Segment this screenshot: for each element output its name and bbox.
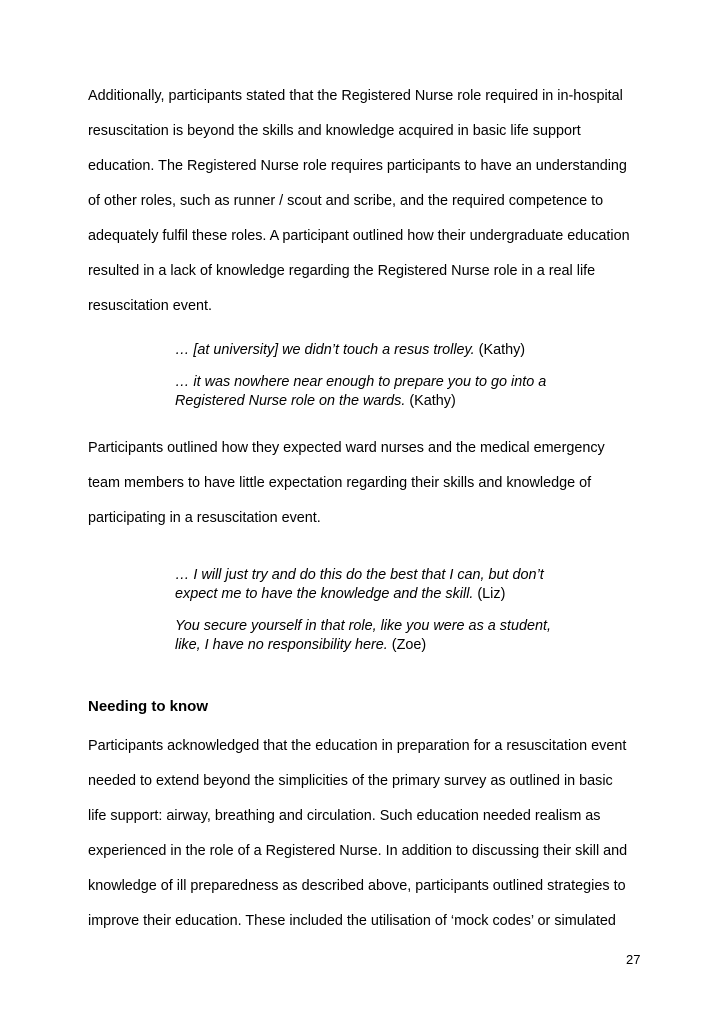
quote-text: like, I have no responsibility here.: [175, 637, 388, 653]
section-heading: Needing to know: [88, 698, 208, 715]
quote-text: Registered Nurse role on the wards.: [175, 393, 406, 409]
quote-text: expect me to have the knowledge and the skill.: [175, 586, 474, 602]
paragraph-line: knowledge of ill preparedness as described above, participants outlined strategies to: [88, 878, 626, 894]
paragraph-line: of other roles, such as runner / scout and scribe, and the required competence to: [88, 193, 604, 209]
paragraph-line: education. The Registered Nurse role requires participants to have an understanding: [88, 158, 627, 174]
quote-text: … it was nowhere near enough to prepare you to go into a: [175, 374, 547, 390]
block-quote: [175, 617, 655, 655]
paragraph-line: Additionally, participants stated that the Registered Nurse role required in in-hospital: [88, 88, 623, 104]
paragraph-line: resuscitation event.: [88, 298, 212, 314]
paragraph-line: participating in a resuscitation event.: [88, 510, 321, 526]
block-quote: [175, 566, 655, 604]
paragraph-line: Participants acknowledged that the education in preparation for a resuscitation event: [88, 738, 627, 754]
paragraph-line: resuscitation is beyond the skills and knowledge acquired in basic life support: [88, 123, 581, 139]
quote-speaker: (Liz): [477, 586, 506, 602]
quote-speaker: (Zoe): [391, 637, 427, 653]
quote-speaker: (Kathy): [478, 342, 526, 358]
paragraph-line: Participants outlined how they expected ward nurses and the medical emergency: [88, 440, 605, 456]
block-quote: [175, 373, 655, 411]
paragraph-line: life support: airway, breathing and circulation. Such education needed realism as: [88, 808, 601, 824]
paragraph-line: adequately fulfil these roles. A participant outlined how their undergraduate education: [88, 228, 630, 244]
quote-text: … [at university] we didn’t touch a resus trolley.: [175, 342, 475, 358]
quote-text: You secure yourself in that role, like you were as a student,: [175, 618, 551, 634]
paragraph-line: needed to extend beyond the simplicities of the primary survey as outlined in basic: [88, 773, 613, 789]
page-number: 27: [626, 952, 641, 967]
quote-speaker: (Kathy): [409, 393, 456, 409]
paragraph-line: experienced in the role of a Registered Nurse. In addition to discussing their skill and: [88, 843, 628, 859]
paragraph-line: improve their education. These included the utilisation of ‘mock codes’ or simulated: [88, 913, 616, 929]
quote-text: … I will just try and do this do the best that I can, but don’t: [175, 567, 544, 583]
paragraph-line: team members to have little expectation regarding their skills and knowledge of: [88, 475, 592, 491]
paragraph-line: resulted in a lack of knowledge regarding the Registered Nurse role in a real life: [88, 263, 596, 279]
block-quote: [175, 341, 655, 360]
